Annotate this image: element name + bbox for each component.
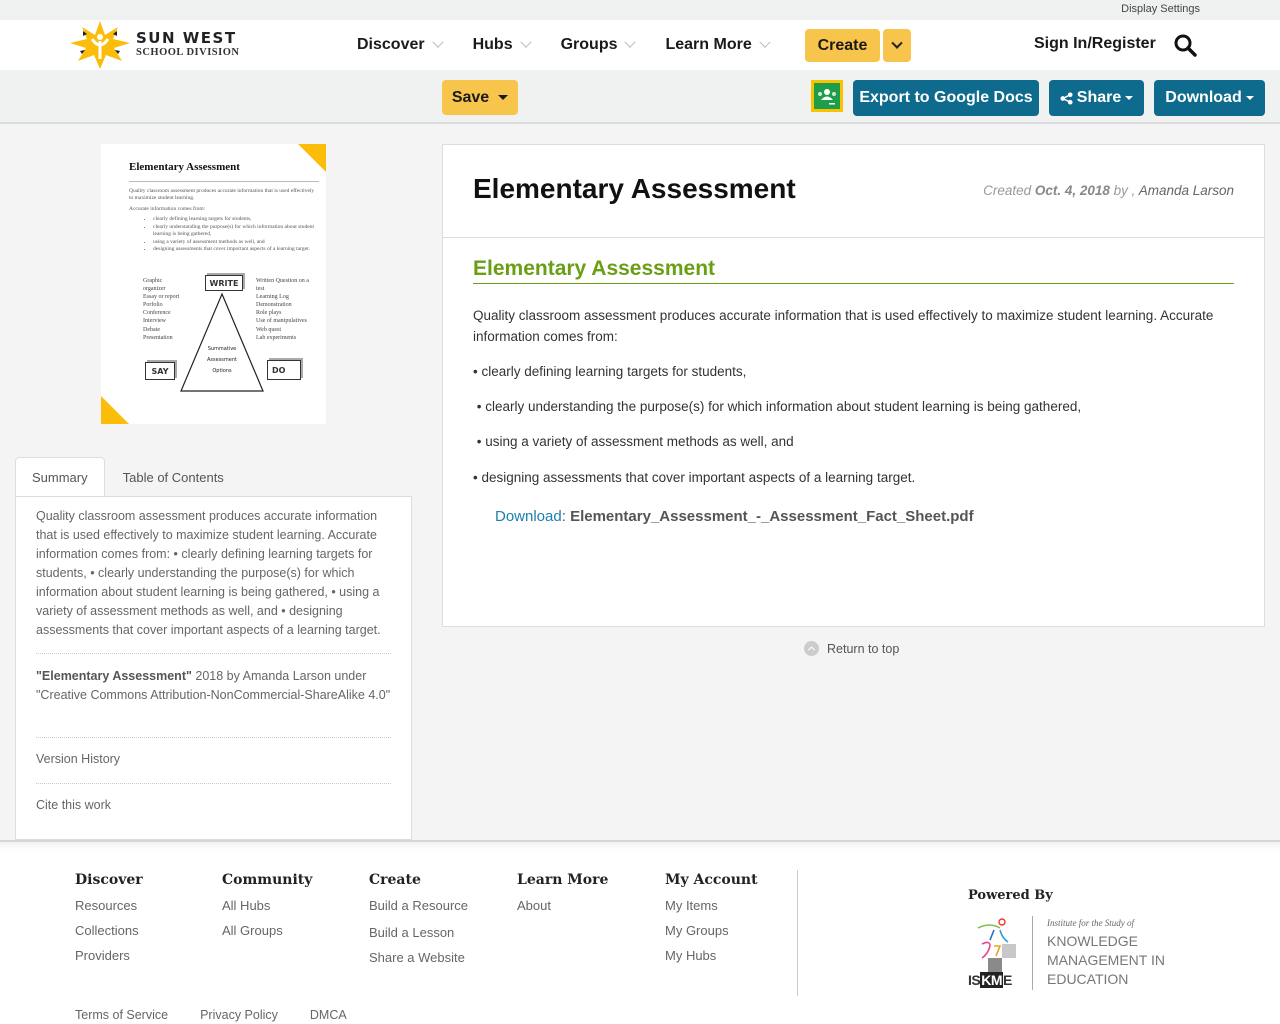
divider bbox=[36, 737, 391, 738]
download-label: Download bbox=[1165, 89, 1242, 106]
chevron-down-icon bbox=[432, 37, 443, 48]
iskme-name-line: KNOWLEDGE bbox=[1047, 933, 1139, 949]
sun-logo-icon bbox=[70, 21, 130, 69]
thumbnail-list-item: Written Question on a bbox=[256, 278, 309, 284]
return-to-top-link[interactable] bbox=[804, 641, 899, 656]
privacy-policy-link[interactable]: Privacy Policy bbox=[200, 1008, 278, 1022]
triangle-diagram-icon bbox=[179, 292, 265, 394]
thumbnail-list-item: Demonstration bbox=[256, 302, 292, 309]
intro-paragraph: Quality classroom assessment produces accurate information that is used effectively to maximize student learning. Accurate information comes from: bbox=[473, 308, 1214, 344]
footer-divider bbox=[797, 870, 798, 996]
nav-groups-label: Groups bbox=[560, 36, 618, 53]
footer-heading: My Account bbox=[665, 872, 758, 888]
nav-learn-more-label: Learn More bbox=[665, 36, 752, 53]
footer-column-learn-more bbox=[517, 872, 608, 923]
thumbnail-corner-decoration bbox=[101, 396, 129, 424]
search-icon[interactable] bbox=[1173, 33, 1197, 57]
license-title: "Elementary Assessment" bbox=[36, 669, 192, 683]
chevron-up-circle-icon bbox=[804, 641, 819, 656]
thumbnail-list-item: Presentation bbox=[143, 334, 173, 341]
footer-link-about[interactable]: About bbox=[517, 898, 551, 913]
footer-heading: Create bbox=[369, 872, 421, 888]
caret-down-icon bbox=[1125, 96, 1133, 100]
summary-panel bbox=[15, 496, 412, 840]
thumbnail-list-item: Web quest bbox=[256, 326, 282, 333]
thumbnail-center-line: Options bbox=[212, 368, 232, 374]
divider bbox=[36, 653, 391, 654]
resource-toolbar bbox=[0, 70, 1280, 124]
footer-link-build-resource[interactable]: Build a Resource bbox=[369, 898, 468, 913]
logo-line2: SCHOOL DIVISION bbox=[136, 47, 240, 59]
resource-content bbox=[442, 144, 1265, 627]
bullet-item: • clearly understanding the purpose(s) for which information about student learning is being gathered, bbox=[473, 399, 1082, 414]
display-settings-link[interactable]: Display Settings bbox=[1121, 3, 1200, 15]
footer-link-my-items[interactable]: My Items bbox=[665, 898, 718, 913]
meta-by-label: by , bbox=[1109, 183, 1139, 198]
footer-link-my-hubs[interactable]: My Hubs bbox=[665, 948, 717, 963]
cite-work-link[interactable]: Cite this work bbox=[36, 798, 112, 812]
download-link[interactable]: Download bbox=[495, 508, 562, 525]
thumbnail-list-item: Essay or report bbox=[143, 294, 180, 301]
meta-created-label: Created bbox=[983, 183, 1035, 198]
powered-by-label: Powered By bbox=[968, 888, 1053, 903]
iskme-name bbox=[1047, 932, 1165, 989]
main-nav bbox=[357, 20, 800, 70]
nav-hubs[interactable] bbox=[473, 36, 530, 54]
footer-link-resources[interactable]: Resources bbox=[75, 898, 138, 913]
resource-meta bbox=[983, 183, 1234, 198]
footer-link-build-lesson[interactable]: Build a Lesson bbox=[369, 925, 455, 940]
thumbnail-title: Elementary Assessment bbox=[129, 161, 240, 173]
header-divider bbox=[443, 237, 1264, 238]
download-filename[interactable]: Elementary_Assessment_-_Assessment_Fact_Sheet.pdf bbox=[570, 508, 974, 525]
create-button[interactable]: Create bbox=[805, 29, 880, 62]
thumbnail-list-item: Interview bbox=[143, 318, 166, 325]
footer-column-my-account bbox=[665, 872, 758, 973]
create-dropdown-button[interactable] bbox=[883, 29, 911, 62]
thumbnail-bullet: • clearly defining learning targets for students, bbox=[153, 216, 319, 223]
thumbnail-list-item: Role plays bbox=[256, 310, 282, 317]
utility-bar bbox=[0, 0, 1280, 20]
thumbnail-list-item: test bbox=[256, 286, 265, 293]
footer-link-all-hubs[interactable]: All Hubs bbox=[222, 898, 271, 913]
meta-date: Oct. 4, 2018 bbox=[1034, 183, 1110, 198]
thumbnail-center-line: Summative bbox=[207, 346, 237, 352]
footer-heading: Community bbox=[222, 872, 313, 888]
download-file-line bbox=[495, 508, 974, 525]
chevron-down-icon bbox=[891, 37, 902, 48]
thumbnail-list-item: Debate bbox=[143, 326, 160, 333]
download-button[interactable] bbox=[1154, 80, 1265, 116]
summary-text: Quality classroom assessment produces accurate information that is used effectively to maximize student learning. Accurate information comes from: • clearly defining learning targets for students, • clearly understanding the purpose(s) for which information about student learning is being gathered, • using a variety of assessment methods as well, and • designing assessments that cover important aspects of a learning target. bbox=[36, 509, 381, 637]
iskme-separator bbox=[1032, 916, 1033, 990]
bullet-item: • designing assessments that cover important aspects of a learning target. bbox=[473, 470, 916, 485]
share-label: Share bbox=[1076, 89, 1122, 106]
nav-discover[interactable] bbox=[357, 36, 442, 54]
thumbnail-list-item: Use of manipulatives bbox=[256, 318, 307, 325]
share-icon bbox=[1060, 92, 1073, 105]
footer-link-share-website[interactable]: Share a Website bbox=[369, 950, 465, 965]
footer-column-discover bbox=[75, 872, 143, 973]
thumbnail-corner-decoration bbox=[298, 144, 326, 172]
iskme-name-line: MANAGEMENT IN bbox=[1047, 952, 1165, 968]
iskme-logo[interactable] bbox=[968, 916, 1178, 992]
divider bbox=[36, 783, 391, 784]
logo-line1: SUN WEST bbox=[136, 29, 237, 48]
page-title: Elementary Assessment bbox=[473, 173, 796, 204]
terms-of-service-link[interactable]: Terms of Service bbox=[75, 1008, 169, 1022]
dmca-link[interactable]: DMCA bbox=[309, 1008, 347, 1022]
thumbnail-list-item: organizer bbox=[143, 286, 166, 293]
site-footer bbox=[0, 840, 1280, 1024]
tab-summary[interactable]: Summary bbox=[15, 457, 105, 497]
thumbnail-list-item: Conference bbox=[143, 310, 171, 317]
share-button[interactable] bbox=[1049, 80, 1144, 116]
nav-discover-label: Discover bbox=[357, 36, 425, 53]
thumbnail-bullet: • using a variety of assessment methods as well, and bbox=[153, 239, 319, 246]
thumbnail-box-write: WRITE bbox=[205, 275, 243, 291]
bullet-item: • using a variety of assessment methods as well, and bbox=[473, 434, 794, 449]
nav-hubs-label: Hubs bbox=[472, 36, 513, 53]
thumbnail-para-2: Accurate information comes from: bbox=[129, 205, 206, 212]
iskme-wordmark bbox=[968, 972, 1012, 988]
thumbnail-list-item: Learning Log bbox=[256, 294, 289, 301]
license-info bbox=[36, 667, 396, 705]
thumbnail-center-text bbox=[201, 344, 243, 377]
caret-down-icon bbox=[498, 95, 508, 100]
footer-heading: Learn More bbox=[517, 872, 609, 888]
nav-groups[interactable] bbox=[561, 36, 635, 54]
footer-link-all-groups[interactable]: All Groups bbox=[222, 923, 283, 938]
save-label: Save bbox=[451, 88, 490, 106]
iskme-word-part: IS bbox=[968, 972, 981, 988]
iskme-word-part: E bbox=[1003, 972, 1012, 988]
chevron-down-icon bbox=[625, 37, 636, 48]
iskme-runner-icon bbox=[968, 916, 1028, 972]
chevron-down-icon bbox=[759, 37, 770, 48]
thumbnail-list-item: Porfolio bbox=[143, 302, 163, 309]
license-text: 2018 by Amanda Larson under "Creative Commons Attribution-NonCommercial-ShareAlike 4.0" bbox=[36, 669, 391, 702]
thumbnail-bullet: • clearly understanding the purpose(s) for which information about student learning is being gathered, bbox=[153, 224, 319, 239]
thumbnail-list-item: Lab experiments bbox=[256, 334, 297, 341]
meta-author[interactable]: Amanda Larson bbox=[1138, 183, 1234, 198]
thumbnail-para-1: Quality classroom assessment produces accurate information that is used effectively to maximize student learning. bbox=[129, 188, 315, 202]
nav-learn-more[interactable] bbox=[665, 36, 768, 54]
thumbnail-list-item: Graphic bbox=[143, 278, 163, 284]
footer-link-my-groups[interactable]: My Groups bbox=[665, 923, 729, 938]
chevron-down-icon bbox=[520, 37, 531, 48]
iskme-word-part: KM bbox=[981, 972, 1003, 988]
thumbnail-left-list bbox=[143, 277, 179, 342]
footer-column-community bbox=[222, 872, 312, 948]
thumbnail-center-line: Assessment bbox=[207, 357, 237, 363]
save-button[interactable] bbox=[442, 80, 518, 115]
iskme-name-line: EDUCATION bbox=[1047, 971, 1129, 987]
footer-legal-links bbox=[75, 1008, 379, 1022]
iskme-institute-text: Institute for the Study of bbox=[1047, 918, 1134, 928]
thumbnail-rule bbox=[129, 181, 319, 182]
thumbnail-paragraph bbox=[129, 188, 319, 253]
section-title: Elementary Assessment bbox=[473, 257, 1234, 284]
thumbnail-box-do: DO bbox=[267, 360, 301, 380]
download-separator: : bbox=[561, 508, 571, 525]
thumbnail-bullet: • designing assessments that cover important aspects of a learning target. bbox=[153, 246, 319, 253]
footer-link-providers[interactable]: Providers bbox=[75, 948, 130, 963]
caret-down-icon bbox=[1246, 96, 1254, 100]
resource-thumbnail[interactable] bbox=[101, 144, 326, 424]
thumbnail-box-say: SAY bbox=[145, 362, 175, 380]
export-google-docs-button[interactable]: Export to Google Docs bbox=[853, 80, 1039, 116]
footer-heading: Discover bbox=[75, 872, 143, 888]
sign-in-register-link[interactable]: Sign In/Register bbox=[1034, 35, 1156, 52]
tab-table-of-contents[interactable]: Table of Contents bbox=[122, 469, 224, 485]
site-logo[interactable] bbox=[70, 20, 240, 70]
bullet-item: • clearly defining learning targets for students, bbox=[473, 364, 747, 379]
google-classroom-icon[interactable] bbox=[811, 80, 843, 112]
footer-column-create bbox=[369, 872, 468, 975]
sidebar-tabs bbox=[15, 457, 240, 497]
version-history-link[interactable]: Version History bbox=[36, 752, 121, 766]
footer-link-collections[interactable]: Collections bbox=[75, 923, 139, 938]
site-header bbox=[0, 20, 1280, 70]
return-to-top-label: Return to top bbox=[827, 641, 900, 656]
